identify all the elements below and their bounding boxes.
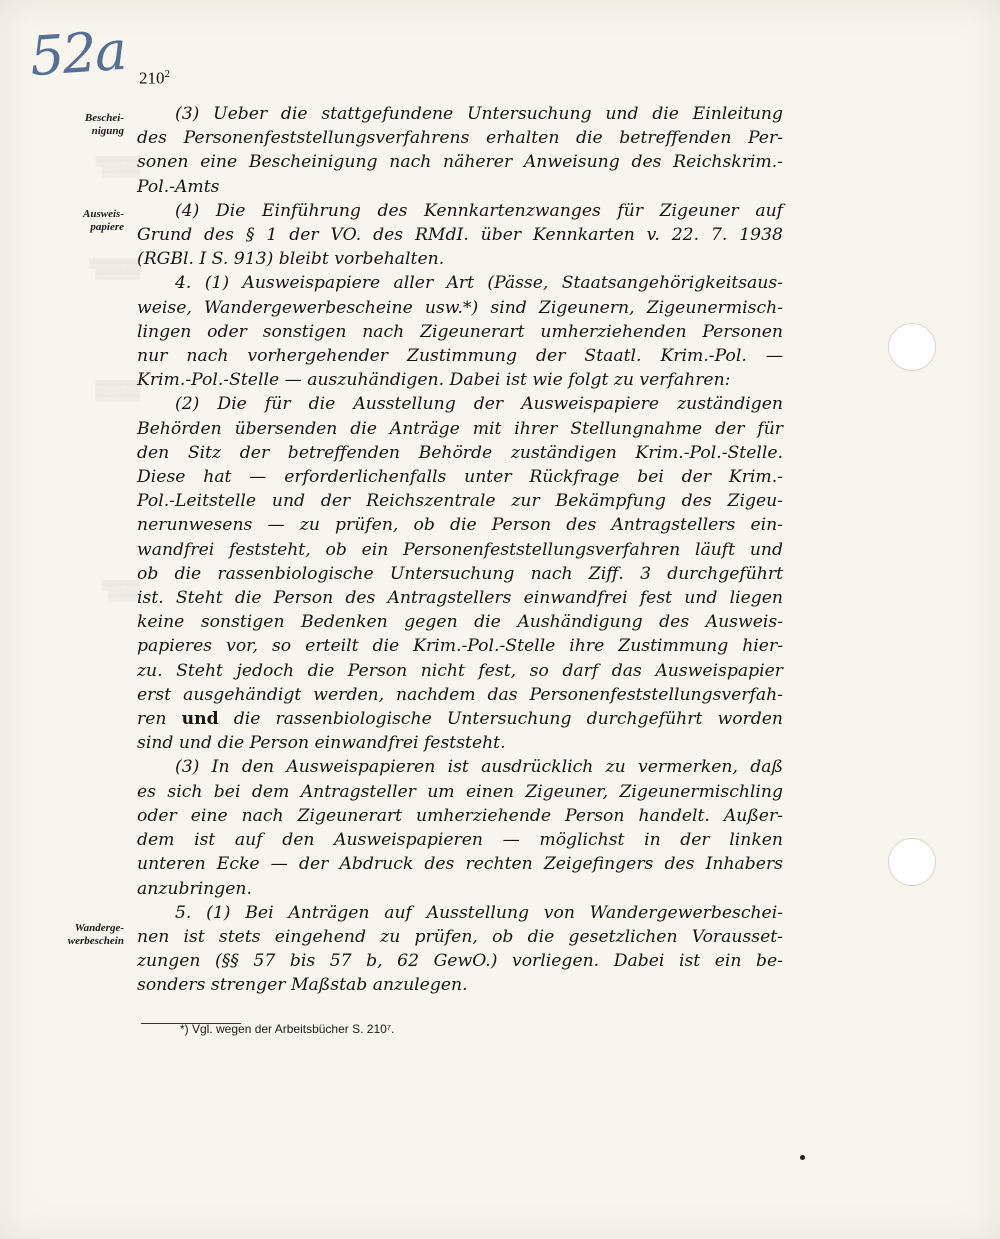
bleed-through: ▒▒▒▒▒▒▒ ▒▒▒▒▒▒▒ — [95, 380, 140, 401]
ink-dot — [800, 1155, 805, 1160]
sidenote-wandergewerbeschein — [40, 922, 124, 948]
bleed-through: ▒▒▒▒▒▒ ▒▒▒▒▒ — [101, 580, 140, 601]
text-line: (RGBl. I S. 913) bleibt vorbehalten. — [137, 249, 445, 270]
text-fragment: ren — [137, 709, 182, 730]
text-line: anzubringen. — [137, 878, 252, 899]
text-line: Krim.-Pol.-Stelle — auszuhändigen. Dabei ist wie folgt zu verfahren: — [137, 370, 731, 391]
text-line: (3) Ueber die stattgefundene Untersuchung und die Einleitung — [175, 104, 783, 124]
text-line: sonen eine Bescheinigung nach näherer Anweisung des Reichskrim.- — [137, 152, 783, 173]
text-line: (2) Die für die Ausstellung der Ausweispapiere zuständigen — [175, 394, 783, 415]
text-line: sind und die Person einwandfrei feststeht. — [137, 733, 506, 754]
page-number — [139, 68, 170, 89]
section-4-3 — [137, 755, 783, 900]
sidenote-line: nigung — [91, 125, 124, 137]
page-number-superscript: 2 — [164, 68, 170, 80]
text-line: (4) Die Einführung des Kennkartenzwanges für Zigeuner auf — [175, 200, 783, 221]
sidenote-line: Wanderge- — [74, 922, 124, 934]
text-line: dem ist auf den Ausweispapieren — möglichst in der linken — [137, 830, 783, 851]
text-line: ist. Steht die Person des Antragstellers einwandfrei fest und liegen — [137, 588, 783, 609]
bleed-through: ▒▒▒▒▒▒▒▒ ▒▒▒▒▒▒▒ — [88, 258, 140, 279]
sidenote-bescheinigung — [40, 112, 124, 138]
text-line: unteren Ecke — der Abdruck des rechten Zeigefingers des Inhabers — [137, 854, 783, 875]
text-line: lingen oder sonstigen nach Zigeunerart umherziehenden Personen — [137, 321, 783, 342]
text-line: 4. (1) Ausweispapiere aller Art (Pässe, Staatsangehörigkeitsaus- — [175, 273, 783, 294]
text-line: zungen (§§ 57 bis 57 b, 62 GewO.) vorliegen. Dabei ist ein be- — [137, 951, 783, 972]
paragraph-3-bescheinigung — [137, 102, 783, 199]
sidenote-line: Beschei- — [84, 112, 124, 124]
section-4-1 — [137, 271, 783, 392]
text-line: zu. Steht jedoch die Person nicht fest, so darf das Ausweispapier — [137, 660, 783, 681]
text-line: Grund des § 1 der VO. des RMdI. über Kennkarten v. 22. 7. 1938 — [137, 225, 783, 246]
text-line: sonders strenger Maßstab anzulegen. — [137, 975, 468, 996]
emphasis-und: und — [181, 709, 219, 730]
punch-hole — [888, 323, 936, 371]
text-line: nen ist stets eingehend zu prüfen, ob die gesetzlichen Vorausset- — [137, 926, 783, 947]
text-line: nerunwesens — zu prüfen, ob die Person des Antragstellers ein- — [137, 515, 783, 536]
text-line: Diese hat — erforderlichenfalls unter Rückfrage bei der Krim.- — [137, 467, 783, 488]
text-line: (3) In den Ausweispapieren ist ausdrücklich zu vermerken, daß — [175, 757, 783, 778]
text-line: es sich bei dem Antragsteller um einen Zigeuner, Zigeunermischling — [137, 781, 783, 802]
text-line: erst ausgehändigt werden, nachdem das Personenfeststellungsverfah- — [137, 684, 783, 705]
text-line: 5. (1) Bei Anträgen auf Ausstellung von Wandergewerbeschei- — [175, 902, 783, 923]
text-line — [137, 707, 783, 731]
sidenote-line: papiere — [90, 221, 124, 233]
text-line: wandfrei feststeht, ob ein Personenfeststellungsverfahren läuft und — [137, 539, 783, 560]
sidenote-line: werbeschein — [67, 935, 124, 947]
text-line: Behörden übersenden die Anträge mit ihrer Stellungnahme der für — [137, 418, 783, 439]
text-line: des Personenfeststellungsverfahrens erhalten die betreffenden Per- — [137, 128, 783, 149]
text-line: ob die rassenbiologische Untersuchung nach Ziff. 3 durchgeführt — [137, 563, 783, 584]
text-line: weise, Wandergewerbescheine usw.*) sind Zigeunern, Zigeunermisch- — [137, 297, 783, 318]
handwritten-page-number: 52a — [27, 18, 128, 89]
text-line: den Sitz der betreffenden Behörde zuständigen Krim.-Pol.-Stelle. — [137, 442, 783, 463]
text-fragment: die rassenbiologische Untersuchung durchgeführt worden — [218, 709, 784, 730]
main-text — [137, 102, 783, 998]
text-line: Pol.-Leitstelle und der Reichszentrale zur Bekämpfung des Zigeu- — [137, 491, 783, 512]
text-line: oder eine nach Zigeunerart umherziehende Person handelt. Außer- — [137, 805, 783, 826]
footnote: *) Vgl. wegen der Arbeitsbücher S. 210⁷. — [180, 1022, 395, 1036]
text-line: papieres vor, so erteilt die Krim.-Pol.-Stelle ihre Zustimmung hier- — [137, 636, 783, 657]
section-5-1 — [137, 901, 783, 998]
paragraph-4-kennkarten — [137, 199, 783, 272]
punch-hole — [888, 838, 936, 886]
section-4-2 — [137, 392, 783, 755]
text-line: Pol.-Amts — [137, 176, 220, 197]
bleed-through: ▒▒▒▒▒▒▒ ▒▒▒▒▒▒ — [95, 156, 140, 177]
sidenote-ausweispapiere — [40, 208, 124, 234]
text-line: nur nach vorhergehender Zustimmung der Staatl. Krim.-Pol. — — [137, 346, 783, 367]
page-number-main: 210 — [139, 68, 165, 88]
text-line: keine sonstigen Bedenken gegen die Aushändigung des Ausweis- — [137, 612, 783, 633]
sidenote-line: Ausweis- — [83, 208, 124, 220]
